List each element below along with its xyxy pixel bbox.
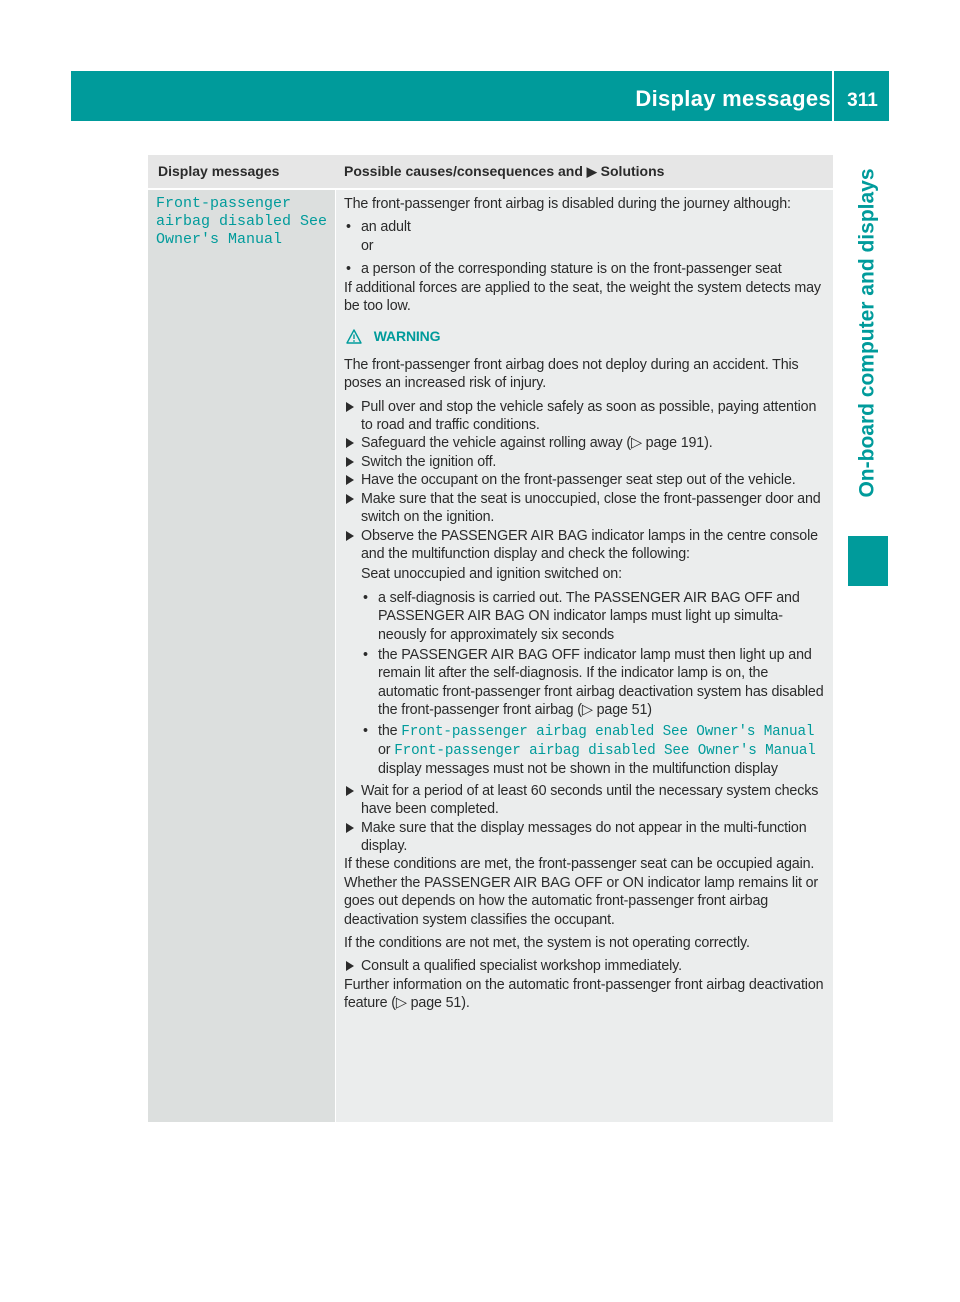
display-message-disabled: Front-passenger airbag disabled See Owner's Manual (394, 742, 816, 759)
page-reference-arrow-icon: ▷ (395, 995, 407, 1012)
cause-item-person: • a person of the corresponding stature is on the front-passenger seat (344, 260, 828, 278)
chapter-title: On-board computer and displays (856, 167, 879, 498)
step-seat-unoccupied: Make sure that the seat is unoccupied, close the front-passenger door and switch on the ignition. (344, 490, 828, 527)
check-the-text: the (378, 722, 398, 739)
display-message-enabled: Front-passenger airbag enabled See Owner's Manual (401, 723, 815, 740)
warning-label: WARNING (373, 328, 441, 345)
column-header-causes: Possible causes/consequences and (344, 163, 583, 179)
forces-paragraph: If additional forces are applied to the seat, the weight the system detects may be too low. (344, 279, 821, 315)
solutions-content (344, 195, 828, 1013)
check-lamp-text: the PASSENGER AIR BAG OFF indicator lamp must then light up and remain lit after the self-diagnosis. If the indicator lamp is on, the automatic front-passenger front airbag deactivation system has disabled the front-passenger front airbag ( (378, 646, 824, 719)
table-header-row (148, 155, 833, 188)
step-safeguard-vehicle (344, 434, 828, 452)
check-or-text: or (378, 741, 391, 758)
page-reference-51-b[interactable]: page 51). (410, 995, 470, 1012)
step-check-display: Make sure that the display messages do not appear in the multi-function display. (344, 819, 828, 856)
column-header-causes-solutions (344, 163, 664, 180)
header-divider (832, 71, 834, 121)
step-safeguard-text: Safeguard the vehicle against rolling away ( (361, 435, 631, 452)
cause-item-adult: • an adult (344, 218, 828, 236)
step-ignition-off: Switch the ignition off. (344, 453, 828, 471)
page-reference-51[interactable]: page 51) (596, 702, 652, 719)
table-cell-display-message (148, 190, 335, 1122)
column-header-solutions: Solutions (600, 163, 665, 179)
display-message-text (156, 195, 328, 249)
warning-text: The front-passenger front airbag does not deploy during an accident. This poses an increased risk of injury. (344, 356, 799, 392)
warning-triangle-icon (346, 329, 362, 344)
step-observe-lamps: Observe the PASSENGER AIR BAG indicator lamps in the centre console and the multifunction display and check the following: (344, 527, 828, 564)
intro-paragraph: The front-passenger front airbag is disabled during the journey although: (344, 196, 791, 212)
page-reference-arrow-icon: ▷ (630, 435, 642, 452)
table-cell-causes-solutions (336, 190, 833, 1122)
column-header-display-messages: Display messages (158, 163, 280, 179)
triangle-arrow-icon: ▶ (586, 164, 597, 179)
step-consult-workshop: Consult a qualified specialist workshop immediately. (344, 957, 828, 975)
check-item-self-diagnosis: • a self-diagnosis is carried out. The PASSENGER AIR BAG OFF and PASSENGER AIR BAG ON indicator lamps must light up simulta-neously for approximately six seconds (361, 589, 828, 644)
display-message-line-3: Owner's Manual (156, 231, 283, 248)
chapter-side-tab (848, 140, 888, 525)
page-reference-arrow-icon: ▷ (581, 702, 593, 719)
check-item-lamp-lit (361, 646, 828, 720)
conditions-met-paragraph: If these conditions are met, the front-passenger seat can be occupied again. Whether the PASSENGER AIR BAG OFF or ON indicator lamp remains lit or goes out depends on how the automatic front-passenger front airbag deactivation system classifies the occupant. (344, 856, 819, 928)
page-header-bar (71, 71, 889, 121)
further-information-text: Further information on the automatic front-passenger front airbag deactivation feature ( (344, 976, 824, 1012)
chapter-marker-block (848, 536, 888, 586)
display-message-line-1: Front-passenger (156, 195, 292, 212)
check-tail-text: display messages must not be shown in the multifunction display (378, 761, 778, 778)
step-occupant-out: Have the occupant on the front-passenger seat step out of the vehicle. (344, 471, 828, 489)
display-message-line-2: airbag disabled See (156, 213, 328, 230)
page-number: 311 (847, 90, 878, 111)
page-reference-191[interactable]: page 191). (645, 435, 713, 452)
further-information-paragraph (344, 976, 828, 1013)
warning-heading (344, 327, 828, 345)
check-condition-text: Seat unoccupied and ignition switched on: (361, 566, 622, 583)
step-wait-60-seconds: Wait for a period of at least 60 seconds until the necessary system checks have been completed. (344, 782, 828, 819)
cause-or-text: or (361, 237, 374, 254)
page-section-title: Display messages (635, 86, 831, 111)
check-item-display-messages (361, 722, 828, 779)
check-list (344, 589, 828, 779)
step-pull-over: Pull over and stop the vehicle safely as soon as possible, paying attention to road and traffic conditions. (344, 398, 828, 435)
conditions-not-met-paragraph: If the conditions are not met, the system is not operating correctly. (344, 935, 750, 952)
